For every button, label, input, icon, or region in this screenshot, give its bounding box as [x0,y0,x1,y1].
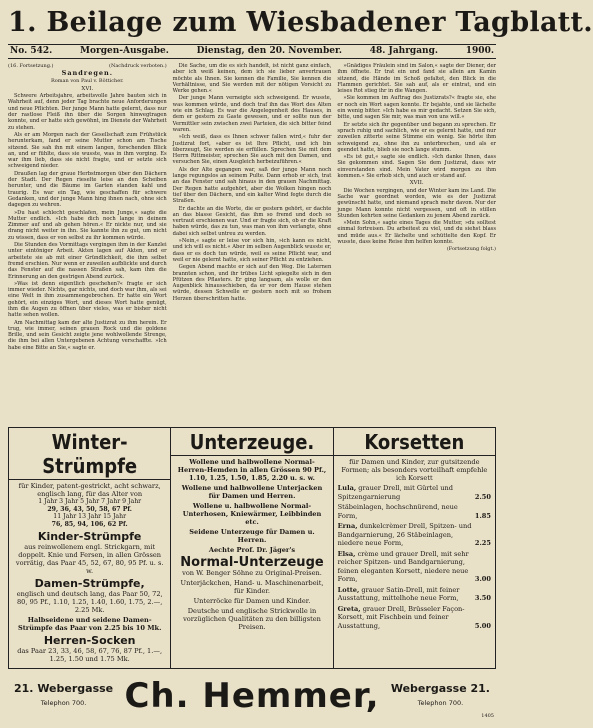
ad-text: von W. Benger Söhne zu Original-Preisen. [182,569,322,577]
ad-text: Unterjäckchen, Hand- u. Maschinenarbeit, für Kinder. [180,579,324,595]
corset-name: Lotte, [337,585,360,594]
paragraph: Am Nachmittag kam der alte Justizrat zu ihm herein. Er trug, wie immer, seinen grauen Rock und die goldene Brille, und sein Gesicht zeigte jene wohlwollende Strenge, die ihm bei allen Untergebenen Achtung verschaffte. »Ich habe eine Bitte an Sie,« sagte er. [8,319,167,351]
ad-headline-corsets: Korsetten [334,430,495,456]
corset-item [338,522,491,548]
reprint-note: (Nachdruck verboten.) [109,63,167,69]
paragraph: Die Sache, um die es sich handelt, ist nicht ganz einfach, aber ich weiß keinen, dem ich sie lieber anvertrauen möchte als Ihnen. Sie kennen die Familie, Sie kennen die Verhältnisse, und Sie werden mit der nötigen Vorsicht zu Werke gehen.« [172,63,332,95]
paragraph: Die Wochen vergingen, und der Winter kam ins Land. Die Sache war geordnet worden, wie es der Justizrat gewünscht hatte, und niemand sprach mehr davon. Nur der junge Mann konnte nicht vergessen, und oft in stillen Stunden kehrten seine Gedanken zu jenem Abend zurück. [337,187,497,219]
corset-text: crème und grauer Drell, mit sehr reicher Spitzen- und Bandgarnierung, feinen eleganten Korsett, niedere neue Form, [337,549,469,583]
continuation-note: (16. Fortsetzung.) [8,63,54,69]
paragraph: »Gnädiges Fräulein sind im Salon,« sagte der Diener, der ihm öffnete. Er trat ein und fand sie allein am Kamin sitzend, die Hände im Schoß gefaltet, den Blick in die Flammen gerichtet. Sie sah auf, als er eintrat, und ein leises Rot stieg ihr in die Wangen. [337,63,497,95]
paragraph: »Ich weiß, dass es Ihnen schwer fallen wird,« fuhr der Justizrat fort, »aber es ist Ihre Pflicht, und ich bin überzeugt, Sie werden sie erfüllen. Sprechen Sie mit dem Herrn Rittmeister, sprechen Sie auch mit den Damen, und versuchen Sie, einen Ausgleich herbeizuführen.« [172,134,332,166]
corset-name: Erna, [337,522,358,530]
telephone-text: Telephon 700. [40,698,87,707]
paragraph: Als der Alte gegangen war, saß der junge Mann noch lange regungslos an seinem Pulte. Dann erhob er sich, trat an das Fenster und sah hinaus in den grauen Nachmittag. Der Regen hatte aufgehört, aber die Wolken hingen noch tief über den Dächern, und ein kalter Wind fegte durch die Straßen. [172,166,332,205]
issue-year: 1900. [465,46,494,56]
paragraph: »Nein,« sagte er leise vor sich hin, »ich kann es nicht, und ich will es nicht.« Aber im selben Augenblick wusste er, dass er es doch tun würde, weil es seine Pflicht war, und weil er nie gelernt hatte, sich seiner Pflicht zu entziehen. [172,238,332,263]
paragraph: »Es ist gut,« sagte sie endlich. »Ich danke Ihnen, dass Sie gekommen sind. Sagen Sie dem Justizrat, dass wir einverstanden sind. Mein Vater wird morgen zu ihm kommen.« Sie erhob sich, und auch er stand auf. [337,154,497,180]
address-text: 21. Webergasse [14,681,114,695]
paragraph: Er setzte sich ihr gegenüber und begann zu sprechen. Er sprach ruhig und sachlich, wie er es gelernt hatte, und nur zuweilen zitterte seine Stimme ein wenig. Sie hörte ihm schweigend zu, ohne ihn zu unterbrechen, und als er geendet hatte, blieb sie noch lange stumm. [337,121,497,153]
corset-item [338,605,491,631]
corset-name: Elsa, [337,549,356,558]
ad-text: das Paar 23, 33, 46, 58, 67, 76, 87 Pf., 1.—, 1.25, 1.50 und 1.75 Mk. [17,647,163,663]
ad-text: Seidene Unterzeuge für Damen u. Herren. [189,528,315,544]
dateline [8,44,496,59]
corset-price: 3.50 [474,594,491,602]
paragraph: Er dachte an die Worte, die er gestern gehört, er dachte an das blasse Gesicht, das ihm so fremd und doch so vertraut erschienen war. Und er fragte sich, ob er die Kraft haben würde, das zu tun, was man von ihm verlangte, ohne dabei sich selbst untreu zu werden. [172,205,332,237]
corset-name: Lula, [337,484,357,492]
ad-text: für Damen und Kinder, zur gutsitzende Formen; als besonders vorteilhaft empfehle ich Korsett [341,458,488,482]
paragraph: »Sie kommen im Auftrag des Justizrats?« fragte sie, ehe er noch ein Wort sagen konnte. Er bejahte, und sie lächelte ein wenig bitter. »Ich habe es mir gedacht. Setzen Sie sich, bitte, und sagen Sie mir, was man von uns will.« [337,95,497,121]
corset-price: 2.50 [474,492,491,501]
corset-text: dunkelcrèmer Drell, Spitzen- und Bandgarnierung, 26 Stäbeinlagen, niedere neue Form, [337,522,472,547]
advertiser-footer [8,668,496,722]
chapter-number: XVII. [409,180,424,187]
corset-text: grauer Drell, Brüsseler Façon-Korsett, mit Fischbein und feiner Ausstattung, [337,604,465,630]
ad-text: Wollene und halbwollene Normal-Herren-Hemden in allen Grössen 90 Pf., 1.10, 1.25, 1.50, 1.85, 2.20 u. s. w. [177,458,327,482]
issue-date: Dienstag, den 20. November. [196,46,343,56]
ad-text: Aechte Prof. Dr. Jäger's [208,546,296,554]
chapter-number: XVI. [81,85,94,92]
ad-headline-stockings: Winter-Strümpfe [9,430,170,480]
price-row: 1 Jahr 3 Jahr 5 Jahr 7 Jahr 9 Jahr [38,498,142,505]
article-column-2 [173,63,332,426]
corset-text: Stäbeinlagen, hochschnürend, neue Form, [337,503,458,520]
ad-headline-underwear: Unterzeuge. [171,430,332,456]
corset-description [338,484,472,501]
paragraph: »Du hast schlecht geschlafen, mein Junge,« sagte die Mutter endlich. »Ich habe dich noch lange in deinem Zimmer auf und ab gehen hören.« Er nickte nur, und sie drang nicht weiter in ihn. Sie kannte ihn zu gut, um nicht zu wissen, dass er von selbst zu ihr kommen würde. [8,209,167,241]
volume-label: 48. Jahrgang. [369,46,439,56]
advertiser-name: Ch. Hemmer, [124,675,380,716]
ad-text: Wollene und halbwollene Unterjacken für Damen und Herren. [181,484,323,500]
paragraph: »Mein Sohn,« sagte eines Tages die Mutter, »du solltest einmal fortreisen. Du arbeitest zu viel, und du siehst blass und müde aus.« Er lächelte und schüttelte den Kopf. Er wusste, dass keine Reise ihm helfen konnte. [337,220,497,246]
corset-price: 1.85 [474,511,491,520]
article-column-3 [337,63,496,426]
masthead-title: 1. Beilage zum Wiesbadener Tagblatt. [8,7,593,38]
corset-list [338,484,491,630]
price-row: 29, 36, 43, 50, 58, 67 Pf. [47,505,132,513]
price-row: 76, 85, 94, 106, 62 Pf. [51,520,128,528]
corset-description [338,503,472,520]
ad-subheadline: Kinder-Strümpfe [37,530,142,543]
corset-price: 2.25 [474,539,491,547]
corset-item [338,503,491,520]
corset-text: grauer Satin-Drell, mit feiner Ausstattung, mittelhohe neue Form, [337,585,460,602]
address-left [14,682,113,710]
corset-item [338,586,491,603]
corset-price: 3.00 [474,575,491,583]
issue-number: No. 542. [10,46,53,56]
corset-item [338,550,491,584]
corset-name: Greta, [337,604,361,613]
corset-text: grauer Drell, mit Gürtel und Spitzengarnierung [337,484,453,501]
corset-item [338,484,491,501]
edition-label: Morgen-Ausgabe. [80,46,169,56]
ad-text: Deutsche und englische Strickwolle in vorzüglichen Qualitäten zu den billigsten Preisen. [183,607,321,631]
novel-title: Sandregen. [61,69,114,78]
paragraph: Die Stunden des Vormittags vergingen ihm in der Kanzlei unter eintöniger Arbeit. Akten lagen auf Akten, und er arbeitete sie ab mit einer Gründlichkeit, die ihm selbst fremd erschien. Nur wenn er zuweilen aufblickte und durch das Fenster auf die nassen Straßen sah, kam ihm die Erinnerung an den gestrigen Abend zurück. [8,242,167,280]
address-text: Webergasse 21. [390,681,490,695]
ad-subheadline: Herren-Socken [43,634,136,647]
ad-text: englisch und deutsch lang, das Paar 50, 72, 80, 95 Pf., 1.10, 1.25, 1.40, 1.60, 1.75, 2.—, 2.25 Mk. [16,590,163,614]
ad-text: aus reinwollenem engl. Strickgarn, mit doppelt. Knie und Fersen, in allen Grössen vorrätig, das Paar 45, 52, 67, 80, 95 Pf. u. s. w. [15,543,164,575]
ad-text: für Kinder, patent-gestrickt, acht schwarz, englisch lang, für das Alter von [18,482,161,498]
article-column-1 [8,63,167,426]
price-row: 11 Jahr 13 Jahr 15 Jahr [53,513,127,520]
ad-code: 1405 [481,713,494,719]
paragraph: Draußen lag der graue Herbstmorgen über den Dächern der Stadt. Der Regen rieselte leise an den Scheiben herunter, und die Bäume im Garten standen kahl und traurig. Es war ein Tag, wie geschaffen für schwere Gedanken, und der junge Mann hing ihnen nach, ohne sich dagegen zu wehren. [8,170,167,209]
ad-text: Unterröcke für Damen und Kinder. [193,597,311,605]
corset-price: 5.00 [474,621,491,630]
ad-subheadline: Damen-Strümpfe, [34,577,145,590]
paragraph: Als er am Morgen nach der Gesellschaft zum Frühstück herunterkam, fand er seine Mutter schon am Tische sitzend. Sie sah ihn mit einem langen, forschenden Blick an, und er fühlte, dass sie wusste, was in ihm vorging. Es war ihm lieb, dass sie nicht fragte, und er setzte sich schweigend nieder. [8,131,167,170]
corset-description [338,605,472,631]
novel-author: Roman von Paul v. Bötticher. [51,77,124,84]
paragraph: Der junge Mann verneigte sich schweigend. Er wusste, was kommen würde, und doch traf ihn das Wort des Alten wie ein Schlag. Es war die Angelegenheit des Hauses, in dem er gestern zu Gaste gewesen, und er sollte nun der Vermittler sein zwischen zwei Parteien, die sich bitter feind waren. [172,95,332,133]
article-columns [8,63,496,426]
paragraph: Gegen Abend machte er sich auf den Weg. Die Laternen brannten schon, und ihr trübes Licht spiegelte sich in den Pfützen des Pflasters. Er ging langsam, als wolle er den Augenblick hinausschieben, da er vor dem Hause stehen würde, dessen Schwelle er gestern noch mit so frohem Herzen überschritten hatte. [172,264,332,302]
paragraph: »Was ist denn eigentlich geschehen?« fragte er sich immer wieder. Nichts, gar nichts, und doch war ihm, als sei eine Welt in ihm zusammengebrochen. Er hatte ein Wort gehört, ein einziges Wort, und dieses Wort hatte genügt, ihm die Augen zu öffnen über vieles, was er bisher nicht hatte sehen wollen. [8,280,167,319]
paragraph: Schwere Arbeitsjahre, arbeitsvolle Jahre bauten sich in Wahrheit auf, denn jeder Tag brachte neue Anforderungen und neue Pflichten. Der junge Mann hatte gelernt, dass nur der rastlose Fleiß ihn über die Sorgen hinwegtragen konnte, und er hatte sich gewöhnt, im Dienste der Wahrheit zu stehen. [8,93,167,131]
corset-description [338,586,472,603]
ad-text: Wollene u. halbwollene Normal-Unterhosen, Kniewärmer, Leibbinden etc. [182,502,322,526]
address-right [391,682,490,710]
corset-description [338,522,472,548]
telephone-text: Telephon 700. [417,698,464,707]
continuation-footer: (Fortsetzung folgt.) [446,246,497,253]
corset-description [338,550,472,584]
ad-text: Halbseidene und seidene Damen-Strümpfe das Paar von 2.25 bis 10 Mk. [17,616,162,632]
ad-subheadline: Normal-Unterzeuge [180,555,324,570]
